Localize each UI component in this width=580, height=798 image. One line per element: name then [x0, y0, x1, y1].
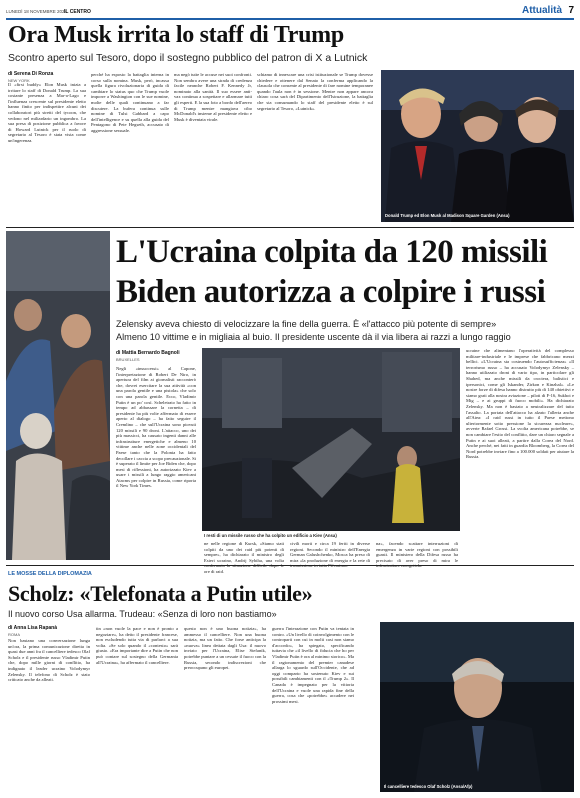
scholz-photo-illustration: [380, 622, 574, 792]
musk-photo: [381, 70, 574, 222]
musk-column-3: ma negò tutte le accuse nei suoi confronti. Non sembra avere una strada di credenza facile neanche Robert F. Kennedy Jr, nominato alla sanità. Il suo essere anti-vax continua a sospettare e allarmare tutti gli esperti. E la sua foto a bordo dell'aereo di Trump mentre mangiava cibo McDonald's insieme al presidente eletto e Musk è diventata virale.: [174, 72, 252, 122]
ukraine-headline-line2: Biden autorizza a colpire i russi: [116, 274, 546, 310]
musk-column-4: schiamo di innescare una crisi istituzionale se Trump dovesse chiedere e ottenere dal Senato la conferma applicando la clausola che consente al presidente di fare nomine temporanee quando l'aula non è in sessione. Mentre non appare ancora chiaro cosa sarà del Dipartimento dell'Istruzione, la battaglia che sta consumando lo staff del presidente eletto è sul segretario al Tesoro, «Lutnick».: [257, 72, 373, 111]
scholz-photo-caption: Il cancelliere tedesco Olaf Scholz (Ansa/Afp): [384, 784, 473, 789]
musk-column-2: perché ha esposto la battaglia interna in corso sulla nomina. Musk, però, incassa quella figura rivoluzionaria di guida di cambiare lo status quo che Trump vuole imporre a Washington con le sue nomine, molte delle quali continuano a far discutere. La bufera continua sulle nomine di Tulsi Gabbard a capo dell'intelligence e su quella alla guida del Pentagono di Pete Hegseth, accusato di aggressione sessuale.: [91, 72, 169, 133]
header-rule: [6, 18, 574, 20]
section-divider-2: [6, 565, 574, 566]
ukraine-subtitle-line1: Zelensky aveva chiesto di velocizzare la fine della guerra. È «l'attacco più potente di sempre»: [116, 319, 497, 329]
ukraine-subtitle-line2: Almeno 10 vittime e in migliaia al buio. Il presidente uscente dà il via libera ai razzi a lungo raggio: [116, 332, 511, 342]
scholz-column-4: guerra l'interazione con Putin va tentata in contro. «Un livello di coinvolgimento con le controparti con cui in molti casi non siamo d'accordo», ha spiegato, specificando tuttavia che «il livello di fiducia che ho per Vladimir Putin è ora al minimo storico». Ma il ragionamento del premier canadese allarga lo sguardo sull'Occidente, che ad oggi comparto ha sostenuto Kiev e sui possibili cambiamenti con il «Trump 2». Il Canada è impegnato per la vittoria dell'Ucraina e vuole una rapida fine della guerra, cosa che «potrebbe» accadere nei prossimi mesi.: [272, 626, 354, 704]
page-number: 7: [568, 5, 574, 16]
musk-subtitle: Scontro aperto sul Tesoro, dopo il sostegno pubblico del patron di X a Lutnick: [8, 52, 368, 64]
scholz-column-2: tin «non vuole la pace e non è pronto a negoziare», ha detto il presidente francese, non escludendo tutta via di parlarci a sua volta. «Se solo quando il «contesto» sarà giusto. «Era importante dire a Putin che non può contare sul sostegno della Germania all'Ucraina», ha affermato il cancelliere.: [96, 626, 178, 665]
musk-byline-author: di Serena Di Ronza: [8, 71, 54, 77]
ukraine-column-5: ucraine che alimentano l'operatività del complesso militare-industriale e le imprese che fabbricano mezzi bellici. «L'Ucraina sta costruendo l'autosufficienza» «Il terrorismo russo – ha accusato Volodymyr Zelensky – hanno utilizzato droni di vario tipo, in particolare gli Shahed, ma anche missili da crociera, balistici e ipersonici, come gli Iskander, Zirkon e Kinzhal». «Le nostre forze di difesa hanno distrutto più di 140 obiettivi e siamo grati alla nostra aviazione – piloti di F-16, Sukhoi e Mig – e ai gruppi di fuoco mobili». Ha dichiarato Zelensky. Ma non è bastato a neutralizzare del tutto l'assalto. La portata dell'attacco ha alzato l'allerta anche all'Aiea: «I raid russi in tutto il Paese mettono ulteriormente sotto pressione la sicurezza nucleare», avverte Rafael Grossi. La svolta americana potrebbe, se non cambiare l'esito del conflitto, dare un chiaro segnale a Putin e ai suoi alleati, a partire dalla Corea del Nord. Anche perché, nei fatti in guardia Bloomberg, la Corea del Nord potrebbe inviare fino a 100.000 soldati per aiutare la Russia.: [466, 348, 574, 460]
header-date: LUNEDÌ 18 NOVEMBRE 2024: [6, 9, 68, 14]
scholz-dateline: ROMA: [8, 632, 20, 637]
musk-photo-caption: Donald Trump ed Elon Musk al Madison Square Garden (Ansa): [385, 213, 510, 218]
section-divider-1: [6, 227, 574, 228]
missile-debris-photo-illustration: [202, 348, 460, 531]
section-label: Attualità: [522, 5, 562, 16]
scholz-headline: Scholz: «Telefonata a Putin utile»: [8, 581, 313, 606]
musk-headline: Ora Musk irrita lo staff di Trump: [8, 22, 344, 48]
ukraine-byline: [116, 350, 198, 362]
musk-column-1: Il «first buddy» Elon Musk inizia a irritare lo staff di Donald Trump. La sua costante presenza a Mar-a-Lago e l'influenza crescente sul presidente eletto hanno finito per indispettire alcuni dei collaboratori più stretti del tycoon, che vedono nel miliardario un ingombro. La sua presa di posizione pubblica a favore di Howard Lutnick per il ruolo di segretario al Tesoro è stata vista come un'ingerenza.: [8, 82, 86, 143]
ukraine-center-photo: [202, 348, 460, 531]
ukraine-photo-caption: I resti di un missile russo che ha colpito un edificio a Kiev (Ansa): [204, 533, 337, 538]
ukraine-column-3: civili morti e circa 19 feriti in diverse regioni. Secondo il ministro dell'Energia German Galushchenko, Mosca ha preso di mira «la produzione di energia e la rete di: [290, 541, 370, 563]
scholz-subtitle: Il nuovo corso Usa allarma. Trudeau: «Senza di loro non bastiamo»: [8, 609, 277, 619]
ukraine-column-4: na», facendo scattare interruzioni di emergenza in varie regioni con possibili guasti. Il ministero della Difesa russo ha precisato di aver preso di mira le: [376, 541, 458, 563]
trump-musk-photo-illustration: [381, 70, 574, 222]
header-masthead: IL CENTRO: [64, 8, 91, 15]
scholz-photo: [380, 622, 574, 792]
ukraine-people-photo-illustration: [6, 231, 110, 560]
scholz-column-3: questo non è uno buona notizia», ha ammesso il cancelliere. Non una buona notizia, ma un fatto. Che forse anticipa la «nuova» linea dettata dagli Usa: il nuovo inviato per l'Ucraina, Elise Stefanik, potrebbe puntare a un cessate il fuoco con la Russia, secondo indiscrezioni che preoccupano gli europei.: [184, 626, 266, 671]
scholz-byline-author: di Anna Lisa Rapanà: [8, 625, 57, 631]
page-header: [6, 4, 574, 18]
ukraine-byline-author: di Mattia Bernardo Bagnoli: [116, 350, 180, 356]
ukraine-column-2: ne nelle regione di Kursk, «Siamo stati colpiti da uno dei raid più potenti di sempre», ha dichiarato il ministro degli Esteri ucraino, Andrij Sybiha, una volta ore di raid.: [204, 541, 284, 574]
ukraine-dateline: BRUXELLES: [116, 357, 140, 362]
scholz-byline: [8, 625, 88, 637]
ukraine-headline-line1: L'Ucraina colpita da 120 missili: [116, 234, 548, 270]
scholz-kicker: LE MOSSE DELLA DIPLOMAZIA: [8, 571, 92, 577]
musk-dateline: NEW YORK: [8, 78, 30, 83]
scholz-column-1: Non bastano una conversazione lunga un'ora, la prima comunicazione diretta in quasi due anni fra il cancelliere tedesco Olaf Scholz e il presidente russo Vladimir Putin che, dopo mille giorni di conflitto, ha indignato il leader ucraino Volodymyr Zelensky. Il telefono di Scholz è stato criticato anche da alleati.: [8, 638, 90, 683]
ukraine-left-photo: [6, 231, 110, 560]
ukraine-column-1: Negli «insuccessi» al Capone, l'interpretazione di Robert De Niro, in apertura del film ai giornalisti racconterò che, dovrei esercitare la sua attività «con una parola gentile e una pistola» che solo con una parola gentile. Ecco, Vladimir Putin è un po' così. Scheletrato ha fatto in tempo ad abbassare la cornetta – di presidente ha più volte affermato di essere aperto al dialogo – ha fatto seguire il Cremlino – che sull'Ucraina sono piovuti 120 missili e 90 droni. L'attacco, uno dei più massicci, ha causato ingenti danni alle infrastrutture energetiche e almeno 10 vittime anche nelle zone occidentali del Paese tanto che la Polonia ha fatto decollare i caccia a scopo precauzionale. Si è superato il limite per Joe Biden che, dopo mesi di riflessioni, ha autorizzato Kiev a usare i missili a lungo raggio americani Atacms per colpire in Russia, come riporta il New York Times.: [116, 366, 196, 489]
